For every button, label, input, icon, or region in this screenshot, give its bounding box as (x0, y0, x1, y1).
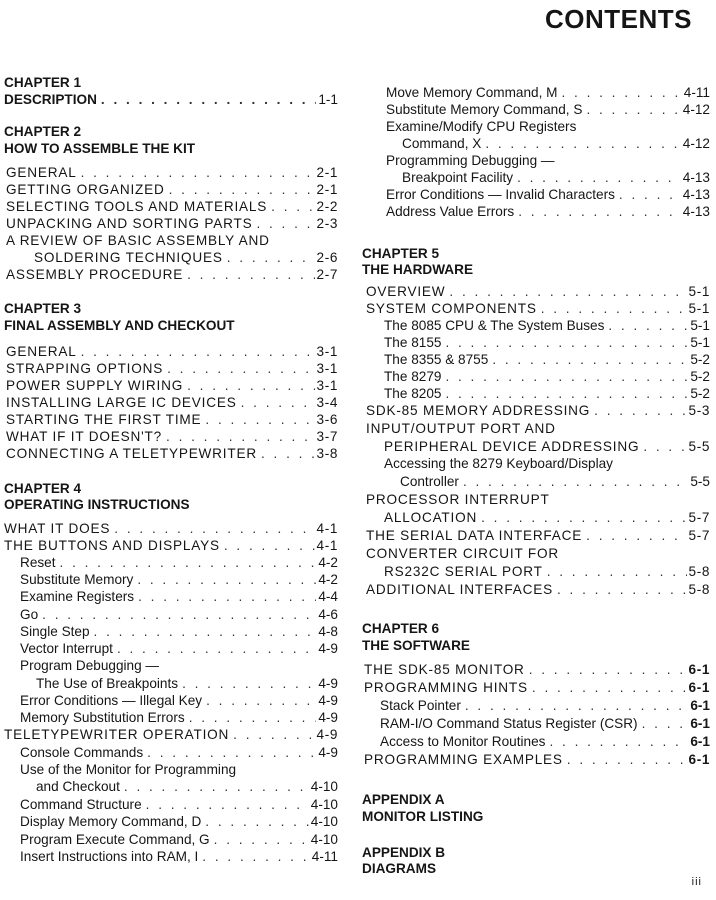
dot-leader (638, 715, 689, 732)
toc-entry-continued (362, 420, 710, 437)
entry-title: INSTALLING LARGE IC DEVICES (6, 395, 237, 410)
entry-title: Controller (400, 474, 459, 489)
dot-leader (639, 438, 686, 455)
entry-title: HOW TO ASSEMBLE THE KIT (4, 141, 196, 156)
entry-page-number: 2-7 (316, 267, 338, 282)
entry-title: STRAPPING OPTIONS (6, 361, 164, 376)
dot-leader (441, 368, 688, 385)
entry-page-number: 6-1 (688, 752, 710, 767)
entry-title: FINAL ASSEMBLY AND CHECKOUT (4, 318, 235, 333)
entry-title: APPENDIX A (362, 792, 445, 807)
entry-title: Console Commands (20, 745, 144, 760)
dot-leader (514, 203, 681, 220)
toc-entry (362, 283, 710, 300)
dot-leader (134, 588, 316, 605)
entry-title: OVERVIEW (366, 284, 446, 299)
dot-leader (477, 509, 686, 526)
chapter-heading (4, 317, 338, 334)
toc-entry (4, 91, 338, 108)
toc-entry (4, 831, 338, 848)
toc-entry (4, 571, 338, 588)
toc-entry (362, 509, 710, 526)
toc-entry (362, 368, 710, 385)
toc-entry (4, 813, 338, 830)
entry-title: OPERATING INSTRUCTIONS (4, 497, 190, 512)
toc-entry (4, 606, 338, 623)
entry-title: GETTING ORGANIZED (6, 182, 165, 197)
dot-leader (229, 726, 314, 743)
page-title: CONTENTS (545, 4, 692, 34)
entry-title: PROGRAMMING HINTS (364, 680, 528, 695)
entry-title: THE SERIAL DATA INTERFACE (366, 528, 583, 543)
toc-entry (362, 84, 710, 101)
toc-entry (362, 438, 710, 455)
entry-title: Error Conditions — Illegal Key (20, 693, 203, 708)
toc-entry (362, 169, 710, 186)
toc-entry (4, 181, 338, 198)
entry-title: Reset (20, 555, 56, 570)
dot-leader (237, 394, 315, 411)
entry-page-number: 4-12 (682, 102, 710, 117)
toc-entry (4, 588, 338, 605)
entry-title: Stack Pointer (380, 698, 461, 713)
dot-leader (165, 181, 315, 198)
entry-title: Address Value Errors (386, 204, 515, 219)
toc-entry (4, 520, 338, 537)
dot-leader (223, 249, 315, 266)
entry-title: STARTING THE FIRST TIME (6, 412, 202, 427)
entry-title: Program Debugging — (20, 658, 160, 673)
entry-page-number: 4-9 (318, 693, 338, 708)
entry-page-number: 1-1 (318, 92, 338, 107)
dot-leader (615, 186, 681, 203)
toc-entry-continued (4, 761, 338, 778)
entry-page-number: 4-6 (318, 607, 338, 622)
entry-title: PROCESSOR INTERRUPT (366, 492, 550, 507)
entry-page-number: 6-1 (688, 680, 710, 695)
entry-page-number: 4-1 (316, 538, 338, 553)
entry-page-number: 5-1 (688, 301, 710, 316)
entry-title: Insert Instructions into RAM, I (20, 849, 199, 864)
entry-title: Use of the Monitor for Programming (20, 762, 237, 777)
page-number: iii (691, 876, 702, 888)
entry-title: MONITOR LISTING (362, 809, 484, 824)
dot-leader (267, 198, 314, 215)
entry-page-number: 3-1 (316, 378, 338, 393)
dot-leader (142, 796, 309, 813)
entry-title: ALLOCATION (384, 510, 478, 525)
toc-entry (362, 334, 710, 351)
dot-leader (441, 334, 688, 351)
dot-leader (183, 377, 314, 394)
toc-entry-continued (4, 657, 338, 674)
entry-page-number: 4-10 (310, 814, 338, 829)
entry-title: CHAPTER 2 (4, 124, 82, 139)
dot-leader (77, 164, 315, 181)
entry-page-number: 5-1 (690, 335, 710, 350)
entry-page-number: 5-8 (688, 582, 710, 597)
entry-title: Accessing the 8279 Keyboard/Display (384, 456, 613, 471)
entry-page-number: 4-9 (318, 676, 338, 691)
entry-title: CONNECTING A TELETYPEWRITER (6, 446, 257, 461)
toc-entry (4, 445, 338, 462)
dot-leader (488, 351, 688, 368)
toc-entry-continued (362, 545, 710, 562)
dot-leader (201, 813, 308, 830)
entry-page-number: 5-2 (690, 352, 710, 367)
toc-entry (4, 266, 338, 283)
entry-title: The 8355 & 8755 (384, 352, 489, 367)
entry-title: The 8085 CPU & The System Buses (384, 318, 605, 333)
dot-leader (90, 623, 317, 640)
entry-title: Memory Substitution Errors (20, 710, 185, 725)
entry-title: Programming Debugging — (386, 153, 555, 168)
toc-entry (4, 675, 338, 692)
entry-title: SELECTING TOOLS AND MATERIALS (6, 199, 268, 214)
entry-title: Error Conditions — Invalid Characters (386, 187, 615, 202)
entry-page-number: 4-9 (318, 641, 338, 656)
entry-title: CONVERTER CIRCUIT FOR (366, 546, 560, 561)
dot-leader (97, 91, 316, 108)
entry-page-number: 5-7 (688, 528, 710, 543)
entry-page-number: 4-8 (318, 624, 338, 639)
dot-leader (77, 343, 315, 360)
chapter-heading (362, 808, 710, 825)
entry-page-number: 3-6 (316, 412, 338, 427)
toc-entry (362, 661, 710, 678)
entry-page-number: 4-9 (316, 727, 338, 742)
toc-entry (4, 428, 338, 445)
entry-page-number: 3-1 (316, 361, 338, 376)
entry-page-number: 2-2 (316, 199, 338, 214)
chapter-heading (362, 261, 710, 278)
entry-title: DESCRIPTION (4, 92, 97, 107)
entry-page-number: 4-12 (682, 136, 710, 151)
toc-entry (362, 581, 710, 598)
entry-page-number: 3-7 (316, 429, 338, 444)
entry-page-number: 3-1 (316, 344, 338, 359)
toc-entry (4, 778, 338, 795)
entry-page-number: 5-5 (688, 439, 710, 454)
toc-entry (362, 317, 710, 334)
entry-title: SOLDERING TECHNIQUES (34, 250, 223, 265)
toc-entry (4, 692, 338, 709)
toc-entry (362, 563, 710, 580)
dot-leader (604, 317, 688, 334)
toc-entry (362, 101, 710, 118)
dot-leader (553, 581, 687, 598)
entry-title: Command, X (402, 136, 482, 151)
entry-page-number: 4-2 (318, 572, 338, 587)
entry-title: CHAPTER 6 (362, 621, 440, 636)
entry-title: THE HARDWARE (362, 262, 474, 277)
toc-entry (362, 715, 710, 732)
dot-leader (590, 402, 686, 419)
entry-title: ASSEMBLY PROCEDURE (6, 267, 184, 282)
entry-page-number: 3-8 (316, 446, 338, 461)
entry-page-number: 4-13 (682, 204, 710, 219)
dot-leader (545, 733, 688, 750)
dot-leader (513, 169, 681, 186)
dot-leader (528, 679, 687, 696)
dot-leader (163, 360, 314, 377)
toc-entry-continued (4, 232, 338, 249)
entry-page-number: 6-1 (690, 698, 710, 713)
toc-entry (362, 473, 710, 490)
toc-entry-continued (362, 118, 710, 135)
entry-page-number: 5-5 (690, 474, 710, 489)
dot-leader (202, 692, 316, 709)
chapter-heading (4, 496, 338, 513)
dot-leader (120, 778, 309, 795)
chapter-heading (4, 300, 338, 317)
toc-entry (362, 135, 710, 152)
entry-page-number: 6-1 (688, 662, 710, 677)
entry-title: GENERAL (6, 165, 77, 180)
entry-page-number: 4-13 (682, 170, 710, 185)
entry-title: APPENDIX B (362, 845, 446, 860)
toc-entry (4, 848, 338, 865)
dot-leader (113, 640, 316, 657)
chapter-heading (4, 480, 338, 497)
chapter-heading (362, 637, 710, 654)
entry-page-number: 4-1 (316, 521, 338, 536)
dot-leader (38, 606, 316, 623)
dot-leader (445, 283, 686, 300)
entry-page-number: 5-7 (688, 510, 710, 525)
toc-entry (362, 186, 710, 203)
entry-page-number: 4-9 (318, 745, 338, 760)
entry-page-number: 2-1 (316, 182, 338, 197)
entry-title: The Use of Breakpoints (36, 676, 179, 691)
chapter-heading (4, 140, 338, 157)
toc-entry (362, 351, 710, 368)
entry-page-number: 4-11 (311, 849, 338, 864)
dot-leader (441, 385, 688, 402)
toc-entry (362, 402, 710, 419)
toc-entry (4, 215, 338, 232)
chapter-heading (362, 860, 710, 877)
dot-leader (582, 101, 680, 118)
toc-entry (362, 733, 710, 750)
entry-title: Examine/Modify CPU Registers (386, 119, 577, 134)
toc-entry (4, 709, 338, 726)
entry-title: The 8155 (384, 335, 442, 350)
dot-leader (133, 571, 316, 588)
toc-entry (362, 679, 710, 696)
dot-leader (143, 744, 316, 761)
entry-title: Single Step (20, 624, 90, 639)
toc-entry (4, 554, 338, 571)
entry-title: Substitute Memory Command, S (386, 102, 583, 117)
entry-title: GENERAL (6, 344, 77, 359)
dot-leader (543, 563, 687, 580)
dot-leader (220, 537, 315, 554)
entry-page-number: 6-1 (690, 716, 710, 731)
entry-title: TELETYPEWRITER OPERATION (4, 727, 230, 742)
toc-entry (4, 537, 338, 554)
entry-title: THE SDK-85 MONITOR (364, 662, 525, 677)
entry-page-number: 4-10 (310, 832, 338, 847)
dot-leader (257, 445, 315, 462)
dot-leader (210, 831, 309, 848)
toc-entry (4, 377, 338, 394)
toc-entry (362, 527, 710, 544)
entry-page-number: 3-4 (316, 395, 338, 410)
toc-entry (362, 385, 710, 402)
entry-title: Go (20, 607, 39, 622)
entry-page-number: 4-2 (318, 555, 338, 570)
dot-leader (582, 527, 686, 544)
entry-title: THE BUTTONS AND DISPLAYS (4, 538, 220, 553)
entry-title: DIAGRAMS (362, 861, 437, 876)
entry-title: INPUT/OUTPUT PORT AND (366, 421, 556, 436)
entry-page-number: 5-8 (688, 564, 710, 579)
entry-title: Examine Registers (20, 589, 135, 604)
entry-title: Move Memory Command, M (386, 85, 558, 100)
toc-entry (4, 343, 338, 360)
dot-leader (162, 428, 315, 445)
entry-title: Program Execute Command, G (20, 832, 210, 847)
dot-leader (481, 135, 680, 152)
dot-leader (557, 84, 681, 101)
entry-title: Breakpoint Facility (402, 170, 514, 185)
toc-entry (362, 697, 710, 714)
chapter-heading (4, 123, 338, 140)
dot-leader (56, 554, 317, 571)
toc-entry (362, 751, 710, 768)
entry-title: POWER SUPPLY WIRING (6, 378, 184, 393)
entry-page-number: 4-10 (310, 779, 338, 794)
chapter-heading (362, 791, 710, 808)
toc-entry (362, 203, 710, 220)
entry-page-number: 4-10 (310, 797, 338, 812)
toc-entry (4, 198, 338, 215)
entry-title: CHAPTER 3 (4, 301, 82, 316)
entry-page-number: 4-11 (683, 85, 710, 100)
entry-title: THE SOFTWARE (362, 638, 470, 653)
chapter-heading (362, 620, 710, 637)
entry-title: UNPACKING AND SORTING PARTS (6, 216, 253, 231)
entry-title: CHAPTER 1 (4, 75, 82, 90)
dot-leader (198, 848, 310, 865)
toc-entry (4, 744, 338, 761)
dot-leader (461, 697, 688, 714)
chapter-heading (362, 245, 710, 262)
entry-title: Access to Monitor Routines (380, 734, 546, 749)
entry-page-number: 4-9 (318, 710, 338, 725)
dot-leader (525, 661, 687, 678)
toc-entry (362, 300, 710, 317)
toc-entry (4, 249, 338, 266)
toc-entry-continued (362, 491, 710, 508)
entry-page-number: 5-3 (688, 403, 710, 418)
entry-page-number: 5-2 (690, 386, 710, 401)
toc-entry-continued (362, 152, 710, 169)
toc-entry (4, 394, 338, 411)
entry-title: WHAT IT DOES (4, 521, 111, 536)
toc-entry (4, 640, 338, 657)
entry-page-number: 4-4 (318, 589, 338, 604)
toc-entry (4, 164, 338, 181)
dot-leader (201, 411, 314, 428)
entry-title: RAM-I/O Command Status Register (CSR) (380, 716, 638, 731)
dot-leader (537, 300, 687, 317)
chapter-heading (4, 74, 338, 91)
toc-entry (4, 796, 338, 813)
dot-leader (110, 520, 314, 537)
entry-page-number: 5-2 (690, 369, 710, 384)
toc-entry (4, 623, 338, 640)
entry-title: PROGRAMMING EXAMPLES (364, 752, 563, 767)
dot-leader (178, 675, 316, 692)
entry-title: The 8279 (384, 369, 442, 384)
entry-page-number: 2-1 (316, 165, 338, 180)
entry-title: SYSTEM COMPONENTS (366, 301, 537, 316)
entry-title: Command Structure (20, 797, 142, 812)
entry-title: Vector Interrupt (20, 641, 113, 656)
entry-title: A REVIEW OF BASIC ASSEMBLY AND (6, 233, 270, 248)
entry-page-number: 2-6 (316, 250, 338, 265)
entry-title: Substitute Memory (20, 572, 134, 587)
entry-title: RS232C SERIAL PORT (384, 564, 543, 579)
entry-title: SDK-85 MEMORY ADDRESSING (366, 403, 591, 418)
dot-leader (185, 709, 317, 726)
entry-page-number: 5-1 (690, 318, 710, 333)
toc-entry (4, 360, 338, 377)
entry-title: PERIPHERAL DEVICE ADDRESSING (384, 439, 640, 454)
dot-leader (183, 266, 314, 283)
entry-title: CHAPTER 4 (4, 481, 82, 496)
entry-title: WHAT IF IT DOESN'T? (6, 429, 163, 444)
dot-leader (459, 473, 688, 490)
entry-page-number: 2-3 (316, 216, 338, 231)
entry-title: Display Memory Command, D (20, 814, 202, 829)
entry-title: The 8205 (384, 386, 442, 401)
toc-entry-continued (362, 455, 710, 472)
dot-leader (563, 751, 687, 768)
toc-entry (4, 726, 338, 743)
entry-page-number: 4-13 (682, 187, 710, 202)
entry-title: ADDITIONAL INTERFACES (366, 582, 553, 597)
entry-page-number: 6-1 (690, 734, 710, 749)
chapter-heading (362, 844, 710, 861)
entry-title: and Checkout (36, 779, 120, 794)
entry-title: CHAPTER 5 (362, 246, 440, 261)
dot-leader (252, 215, 314, 232)
toc-entry (4, 411, 338, 428)
entry-page-number: 5-1 (688, 284, 710, 299)
